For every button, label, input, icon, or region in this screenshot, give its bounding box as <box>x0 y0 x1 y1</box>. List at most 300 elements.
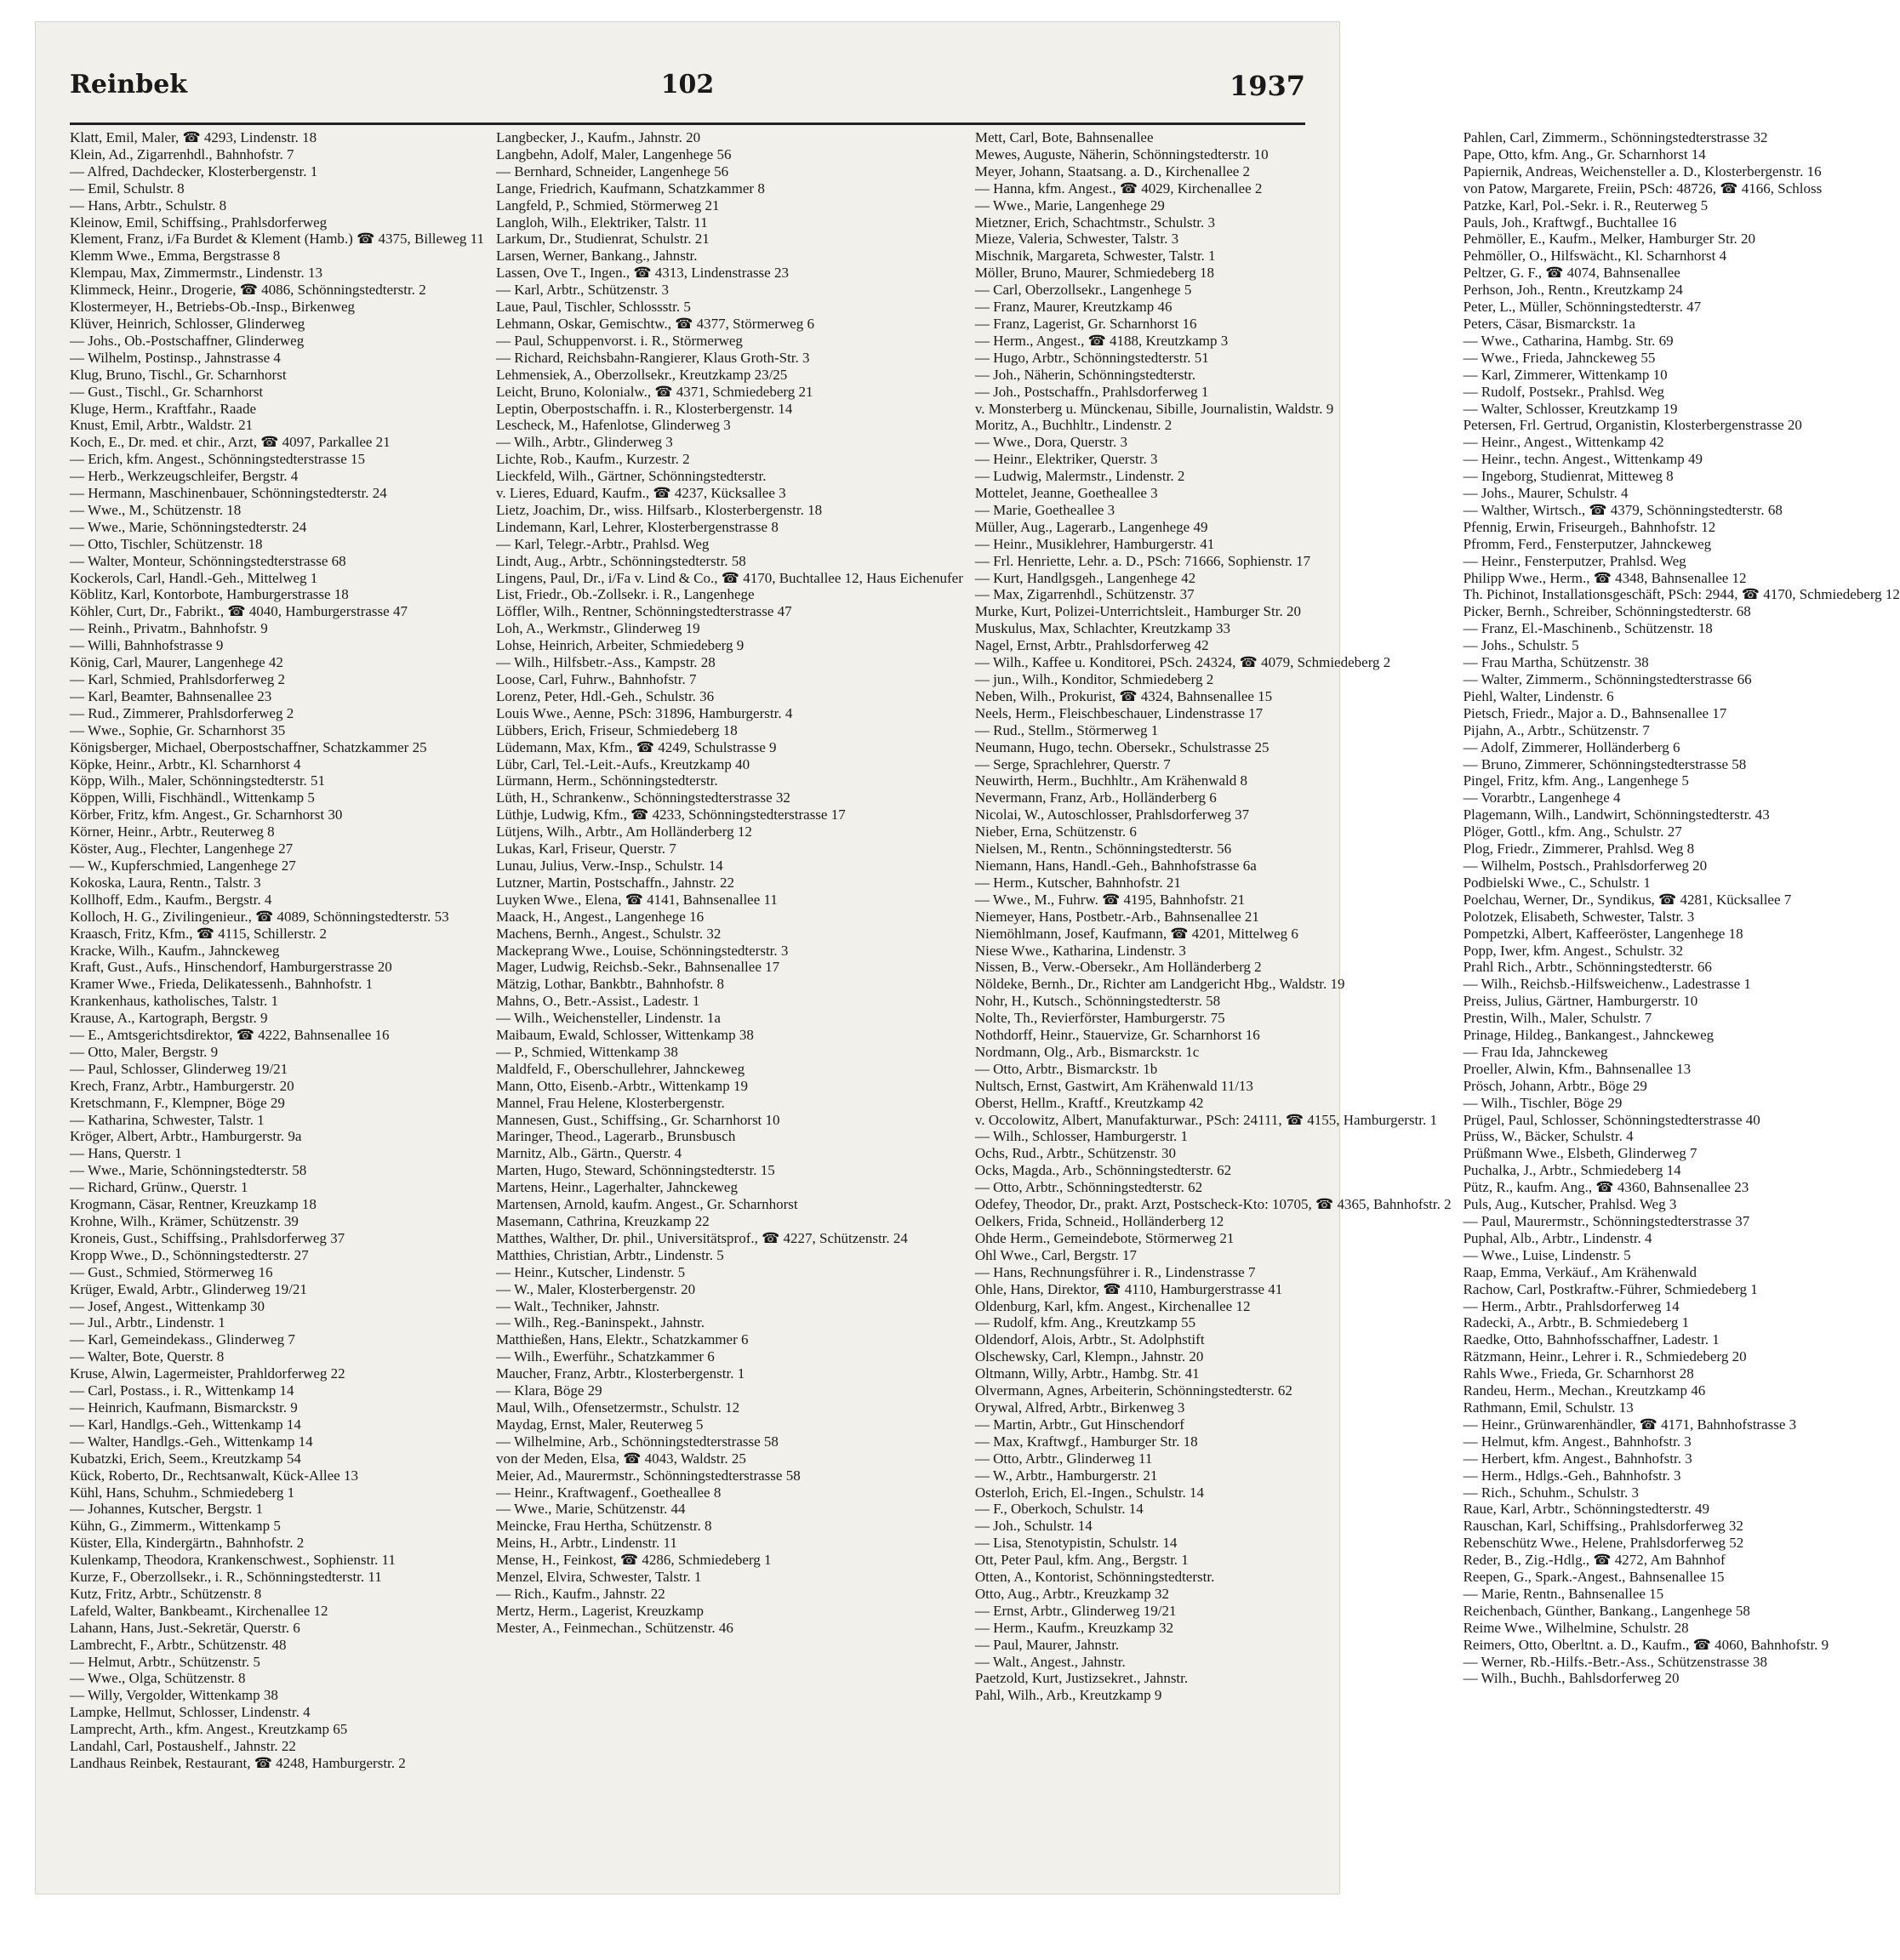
directory-entry: Osterloh, Erich, El.-Ingen., Schulstr. 14 <box>974 1484 1205 1501</box>
directory-entry: — Katharina, Schwester, Talstr. 1 <box>70 1111 265 1128</box>
directory-entry: Th. Pichinot, Installationsgeschäft, PSch: 2944, ☎ 4170, Schmiedeberg 12 <box>1463 586 1900 603</box>
directory-entry: Maack, H., Angest., Langenhege 16 <box>496 908 705 925</box>
directory-entry: Reder, B., Zig.-Hdlg., ☎ 4272, Am Bahnhof <box>1463 1552 1726 1569</box>
directory-entry: Lüdemann, Max, Kfm., ☎ 4249, Schulstrasse 9 <box>496 738 777 755</box>
directory-entry: — E., Amtsgerichtsdirektor, ☎ 4222, Bahnsenallee 16 <box>70 1027 390 1044</box>
directory-entry: Menzel, Elvira, Schwester, Talstr. 1 <box>496 1569 702 1586</box>
directory-entry: Reepen, G., Spark.-Angest., Bahnsenallee 15 <box>1463 1569 1725 1586</box>
directory-entry: Krogmann, Cäsar, Rentner, Kreuzkamp 18 <box>70 1196 317 1213</box>
directory-entry: — Josef, Angest., Wittenkamp 30 <box>70 1297 265 1314</box>
directory-entry: von der Meden, Elsa, ☎ 4043, Waldstr. 25 <box>496 1450 746 1467</box>
directory-entry: List, Friedr., Ob.-Zollsekr. i. R., Langenhege <box>496 586 755 603</box>
directory-entry: — Franz, Maurer, Kreutzkamp 46 <box>974 299 1173 316</box>
directory-entry: Niemann, Hans, Handl.-Geh., Bahnhofstrasse 6a <box>974 857 1257 874</box>
directory-entry: — Bruno, Zimmerer, Schönningstedterstrasse 58 <box>1463 755 1747 772</box>
directory-entry: Lorenz, Peter, Hdl.-Geh., Schulstr. 36 <box>496 687 715 704</box>
directory-entry: Kruse, Alwin, Lagermeister, Prahldorferweg 22 <box>70 1365 345 1382</box>
directory-entry: Lingens, Paul, Dr., i/Fa v. Lind & Co., ☎ 4170, Buchtallee 12, Haus Eichenufer <box>496 569 963 586</box>
directory-entry: Raap, Emma, Verkäuf., Am Krähenwald <box>1463 1263 1697 1280</box>
directory-entry: Lutzner, Martin, Postschaffn., Jahnstr. 22 <box>496 874 734 891</box>
directory-entry: Mannel, Frau Helene, Klosterbergenstr. <box>496 1094 725 1111</box>
directory-entry: Machens, Bernh., Angest., Schulstr. 32 <box>496 925 722 942</box>
directory-entry: — Franz, Lagerist, Gr. Scharnhorst 16 <box>974 315 1197 332</box>
directory-entry: Loose, Carl, Fuhrw., Bahnhofstr. 7 <box>496 671 697 687</box>
directory-entry: Pijahn, A., Arbtr., Schützenstr. 7 <box>1463 721 1650 738</box>
directory-entry: — Herm., Angest., ☎ 4188, Kreutzkamp 3 <box>974 332 1229 349</box>
directory-entry: Lambrecht, F., Arbtr., Schützenstr. 48 <box>70 1636 287 1653</box>
directory-entry: — Herm., Hdlgs.-Geh., Bahnhofstr. 3 <box>1463 1467 1681 1484</box>
directory-entry: Lieckfeld, Wilh., Gärtner, Schönningstedterstr. <box>496 468 767 485</box>
directory-entry: — Wwe., Olga, Schützenstr. 8 <box>70 1670 246 1687</box>
directory-entry: Oldenburg, Karl, kfm. Angest., Kirchenallee 12 <box>974 1297 1251 1314</box>
directory-entry: Krüger, Ewald, Arbtr., Glinderweg 19/21 <box>70 1280 307 1297</box>
directory-entry: Mense, H., Feinkost, ☎ 4286, Schmiedeberg 1 <box>496 1552 772 1569</box>
directory-entry: — Heinr., Musiklehrer, Hamburgerstr. 41 <box>974 535 1215 552</box>
directory-entry: — Herbert, kfm. Angest., Bahnhofstr. 3 <box>1463 1450 1692 1467</box>
directory-entry: — Wilh., Kaffee u. Konditorei, PSch. 24324, ☎ 4079, Schmiedeberg 2 <box>974 654 1391 671</box>
directory-entry: — Heinr., Kutscher, Lindenstr. 5 <box>496 1263 686 1280</box>
directory-entry: Mett, Carl, Bote, Bahnsenallee <box>974 129 1154 145</box>
directory-entry: — Wwe., M., Schützenstr. 18 <box>70 501 242 518</box>
directory-entry: Preiss, Julius, Gärtner, Hamburgerstr. 10 <box>1463 993 1698 1010</box>
directory-entry: Proeller, Alwin, Kfm., Bahnsenallee 13 <box>1463 1060 1692 1077</box>
directory-entry: Krause, A., Kartograph, Bergstr. 9 <box>70 1010 268 1027</box>
directory-entry: Müller, Aug., Lagerarb., Langenhege 49 <box>974 518 1208 535</box>
directory-entry: — Wwe., Frieda, Jahnckeweg 55 <box>1463 349 1656 366</box>
directory-entry: Mester, A., Feinmechan., Schützenstr. 46 <box>496 1619 733 1636</box>
directory-entry: Klug, Bruno, Tischl., Gr. Scharnhorst <box>70 366 287 383</box>
directory-entry: Leptin, Oberpostschaffn. i. R., Klosterbergenstr. 14 <box>496 400 793 417</box>
directory-entry: — Joh., Näherin, Schönningstedterstr. <box>974 366 1196 383</box>
page-header <box>70 61 1305 112</box>
directory-entry: Köppen, Willi, Fischhändl., Wittenkamp 5 <box>70 789 315 806</box>
directory-entry: Rauschan, Karl, Schiffsing., Prahlsdorferweg 32 <box>1463 1518 1743 1535</box>
directory-entry: Kracke, Wilh., Kaufm., Jahnckeweg <box>70 942 280 959</box>
directory-entry: — Wwe., Luise, Lindenstr. 5 <box>1463 1246 1631 1263</box>
directory-entry: Pietsch, Friedr., Major a. D., Bahnsenallee 17 <box>1463 704 1727 721</box>
directory-entry: Moritz, A., Buchhltr., Lindenstr. 2 <box>974 417 1173 434</box>
directory-entry: — Serge, Sprachlehrer, Querstr. 7 <box>974 755 1171 772</box>
directory-entry: Klimmeck, Heinr., Drogerie, ☎ 4086, Schönningstedterstr. 2 <box>70 282 426 299</box>
directory-entry: Prösch, Johann, Arbtr., Böge 29 <box>1463 1077 1647 1094</box>
directory-entry: Marnitz, Alb., Gärtn., Querstr. 4 <box>496 1145 682 1162</box>
directory-entry: Klempau, Max, Zimmermstr., Lindenstr. 13 <box>70 265 322 282</box>
directory-entry: Lamprecht, Arth., kfm. Angest., Kreutzkamp 65 <box>70 1721 348 1738</box>
directory-entry: Lahann, Hans, Just.-Sekretär, Querstr. 6 <box>70 1619 300 1636</box>
directory-entry: Ohl Wwe., Carl, Bergstr. 17 <box>974 1246 1138 1263</box>
directory-entry: Randeu, Herm., Mechan., Kreutzkamp 46 <box>1463 1382 1706 1399</box>
directory-entry: — Willy, Vergolder, Wittenkamp 38 <box>70 1687 278 1704</box>
directory-entry: Landhaus Reinbek, Restaurant, ☎ 4248, Hamburgerstr. 2 <box>70 1755 406 1771</box>
directory-entry: — Ingeborg, Studienrat, Mitteweg 8 <box>1463 468 1674 485</box>
directory-entry: Pahl, Wilh., Arb., Kreutzkamp 9 <box>974 1687 1162 1704</box>
directory-entry: Mewes, Auguste, Näherin, Schönningstedterstr. 10 <box>974 145 1269 162</box>
directory-entry: — Rudolf, Postsekr., Prahlsd. Weg <box>1463 383 1664 400</box>
directory-entry: Mätzig, Lothar, Bankbtr., Bahnhofstr. 8 <box>496 976 724 993</box>
page-number: 102 <box>660 70 715 100</box>
directory-entry: Lüthje, Ludwig, Kfm., ☎ 4233, Schönningstedterstrasse 17 <box>496 806 846 823</box>
directory-entry: Puphal, Alb., Arbtr., Lindenstr. 4 <box>1463 1229 1652 1246</box>
directory-entry: Kramer Wwe., Frieda, Delikatessenh., Bahnhofstr. 1 <box>70 976 374 993</box>
directory-entry: Kolloch, H. G., Zivilingenieur., ☎ 4089, Schönningstedterstr. 53 <box>70 908 449 925</box>
directory-entry: Meincke, Frau Hertha, Schützenstr. 8 <box>496 1518 712 1535</box>
directory-entry: Mottelet, Jeanne, Goetheallee 3 <box>974 485 1158 502</box>
directory-entry: — Reinh., Privatm., Bahnhofstr. 9 <box>70 620 268 637</box>
directory-entry: Pfromm, Ferd., Fensterputzer, Jahnckeweg <box>1463 535 1712 552</box>
directory-entry: Philipp Wwe., Herm., ☎ 4348, Bahnsenallee 12 <box>1463 569 1747 586</box>
directory-entry: — Joh., Postschaffn., Prahlsdorferweg 1 <box>974 383 1209 400</box>
directory-entry: Lindemann, Karl, Lehrer, Klosterbergenstrasse 8 <box>496 518 779 535</box>
directory-entry: Kühl, Hans, Schuhm., Schmiedeberg 1 <box>70 1484 295 1501</box>
directory-entry: Maibaum, Ewald, Schlosser, Wittenkamp 38 <box>496 1027 754 1044</box>
directory-entry: Neels, Herm., Fleischbeschauer, Lindenstrasse 17 <box>974 704 1264 721</box>
directory-entry: — Wilh., Buchh., Bahlsdorferweg 20 <box>1463 1670 1680 1687</box>
directory-entry: Landahl, Carl, Postaushelf., Jahnstr. 22 <box>70 1738 296 1755</box>
directory-entry: Peltzer, G. F., ☎ 4074, Bahnsenallee <box>1463 265 1680 282</box>
directory-entry: — Heinr., techn. Angest., Wittenkamp 49 <box>1463 451 1703 468</box>
directory-entry: — Heinr., Fensterputzer, Prahlsd. Weg <box>1463 552 1686 569</box>
directory-entry: — Marie, Goetheallee 3 <box>974 501 1115 518</box>
directory-entry: Masemann, Cathrina, Kreuzkamp 22 <box>496 1213 710 1229</box>
directory-entry: — W., Arbtr., Hamburgerstr. 21 <box>974 1467 1158 1484</box>
directory-entry: Nevermann, Franz, Arb., Holländerberg 6 <box>974 789 1217 806</box>
directory-entry: Polotzek, Elisabeth, Schwester, Talstr. 3 <box>1463 908 1695 925</box>
directory-entry: — Wwe., Sophie, Gr. Scharnhorst 35 <box>70 721 286 738</box>
directory-column-2 <box>496 129 963 1873</box>
directory-entry: Otten, A., Kontorist, Schönningstedterstr. <box>974 1569 1215 1586</box>
directory-entry: — Wilh., Schlosser, Hamburgerstr. 1 <box>974 1128 1189 1145</box>
directory-entry: Raedke, Otto, Bahnhofsschaffner, Ladestr. 1 <box>1463 1331 1720 1348</box>
directory-entry: — Frau Ida, Jahnckeweg <box>1463 1043 1608 1060</box>
directory-entry: Mieze, Valeria, Schwester, Talstr. 3 <box>974 231 1179 248</box>
directory-column-1 <box>70 129 484 1873</box>
directory-entry: Krohne, Wilh., Krämer, Schützenstr. 39 <box>70 1213 299 1229</box>
directory-entry: — Helmut, Arbtr., Schützenstr. 5 <box>70 1653 260 1670</box>
directory-entry: — Wwe., Marie, Langenhege 29 <box>974 197 1165 214</box>
directory-entry: Puchalka, J., Arbtr., Schmiedeberg 14 <box>1463 1162 1681 1179</box>
directory-entry: Lange, Friedrich, Kaufmann, Schatzkammer 8 <box>496 179 765 197</box>
directory-entry: Niemeyer, Hans, Postbetr.-Arb., Bahnsenallee 21 <box>974 908 1259 925</box>
directory-entry: Krech, Franz, Arbtr., Hamburgerstr. 20 <box>70 1077 294 1094</box>
directory-entry: — Johs., Schulstr. 5 <box>1463 637 1579 654</box>
directory-entry: — Wilh., Ewerführ., Schatzkammer 6 <box>496 1348 715 1365</box>
directory-entry: — Wwe., Marie, Schützenstr. 44 <box>496 1501 686 1518</box>
directory-entry: Neumann, Hugo, techn. Obersekr., Schulstrasse 25 <box>974 738 1270 755</box>
directory-entry: Nordmann, Olg., Arb., Bismarckstr. 1c <box>974 1043 1200 1060</box>
directory-entry: — Walt., Angest., Jahnstr. <box>974 1653 1126 1670</box>
directory-entry: — Max, Kraftwgf., Hamburger Str. 18 <box>974 1433 1198 1450</box>
directory-entry: Poelchau, Werner, Dr., Syndikus, ☎ 4281, Kücksallee 7 <box>1463 891 1792 908</box>
directory-entry: Prüßmann Wwe., Elsbeth, Glinderweg 7 <box>1463 1145 1697 1162</box>
directory-entry: Prestin, Wilh., Maler, Schulstr. 7 <box>1463 1010 1652 1027</box>
directory-entry: — Wwe., Catharina, Hambg. Str. 69 <box>1463 332 1674 349</box>
directory-entry: Köster, Aug., Flechter, Langenhege 27 <box>70 840 294 858</box>
directory-entry: Meins, H., Arbtr., Lindenstr. 11 <box>496 1535 677 1552</box>
directory-entry: — Hans, Arbtr., Schulstr. 8 <box>70 197 227 214</box>
directory-entry: — Wwe., Marie, Schönningstedterstr. 58 <box>70 1162 307 1179</box>
directory-entry: — Marie, Rentn., Bahnsenallee 15 <box>1463 1585 1664 1602</box>
directory-entry: — Rud., Zimmerer, Prahlsdorferweg 2 <box>70 704 294 721</box>
directory-entry: — Wilh., Reg.-Baninspekt., Jahnstr. <box>496 1314 705 1331</box>
directory-entry: Louis Wwe., Aenne, PSch: 31896, Hamburgerstr. 4 <box>496 704 793 721</box>
directory-entry: Klement, Franz, i/Fa Burdet & Klement (Hamb.) ☎ 4375, Billeweg 11 <box>70 231 485 248</box>
directory-entry: Lehmann, Oskar, Gemischtw., ☎ 4377, Störmerweg 6 <box>496 315 814 332</box>
directory-entry: — Karl, Zimmerer, Wittenkamp 10 <box>1463 366 1668 383</box>
directory-entry: Mischnik, Margareta, Schwester, Talstr. 1 <box>974 248 1216 265</box>
directory-column-3 <box>975 129 1452 1873</box>
directory-entry: Langbehn, Adolf, Maler, Langenhege 56 <box>496 145 732 162</box>
directory-entry: Kraasch, Fritz, Kfm., ☎ 4115, Schillerstr. 2 <box>70 925 327 942</box>
directory-entry: Reichenbach, Günther, Bankang., Langenhege 58 <box>1463 1602 1750 1619</box>
directory-entry: Lampke, Hellmut, Schlosser, Lindenstr. 4 <box>70 1704 311 1721</box>
directory-entry: Olschewsky, Carl, Klempn., Jahnstr. 20 <box>974 1348 1204 1365</box>
directory-entry: Kurze, F., Oberzollsekr., i. R., Schönningstedterstr. 11 <box>70 1569 382 1586</box>
directory-entry: Pehmöller, E., Kaufm., Melker, Hamburger Str. 20 <box>1463 231 1756 248</box>
directory-entry: — F., Oberkoch, Schulstr. 14 <box>974 1501 1144 1518</box>
directory-entry: Lafeld, Walter, Bankbeamt., Kirchenallee 12 <box>70 1602 328 1619</box>
directory-entry: Ochs, Rud., Arbtr., Schützenstr. 30 <box>974 1145 1176 1162</box>
directory-entry: — Frau Martha, Schützenstr. 38 <box>1463 654 1649 671</box>
directory-entry: Langloh, Wilh., Elektriker, Talstr. 11 <box>496 214 708 231</box>
directory-entry: Nothdorff, Heinr., Stauervize, Gr. Scharnhorst 16 <box>974 1027 1260 1044</box>
directory-entry: Klein, Ad., Zigarrenhdl., Bahnhofstr. 7 <box>70 145 294 162</box>
directory-entry: Prüss, W., Bäcker, Schulstr. 4 <box>1463 1128 1634 1145</box>
directory-entry: — Alfred, Dachdecker, Klosterbergenstr. 1 <box>70 162 318 179</box>
directory-entry: — Otto, Arbtr., Bismarckstr. 1b <box>974 1060 1158 1077</box>
directory-entry: — Adolf, Zimmerer, Holländerberg 6 <box>1463 738 1680 755</box>
header-city: Reinbek <box>70 70 188 100</box>
directory-entry: Klüver, Heinrich, Schlosser, Glinderweg <box>70 315 305 332</box>
directory-entry: Kutz, Fritz, Arbtr., Schützenstr. 8 <box>70 1585 262 1602</box>
directory-entry: — Helmut, kfm. Angest., Bahnhofstr. 3 <box>1463 1433 1692 1450</box>
directory-entry: Klatt, Emil, Maler, ☎ 4293, Lindenstr. 18 <box>70 129 317 145</box>
directory-entry: Kockerols, Carl, Handl.-Geh., Mittelweg 1 <box>70 569 318 586</box>
directory-entry: — Paul, Maurermstr., Schönningstedterstrasse 37 <box>1463 1213 1750 1229</box>
directory-entry: Ott, Peter Paul, kfm. Ang., Bergstr. 1 <box>974 1552 1189 1569</box>
directory-entry: — Wilhelm, Postinsp., Jahnstrasse 4 <box>70 349 281 366</box>
directory-entry: — Walt., Techniker, Jahnstr. <box>496 1297 660 1314</box>
directory-entry: Papiernik, Andreas, Weichensteller a. D., Klosterbergenstr. 16 <box>1463 162 1822 179</box>
directory-entry: Plagemann, Wilh., Landwirt, Schönningstedterstr. 43 <box>1463 806 1770 823</box>
directory-entry: Klostermeyer, H., Betriebs-Ob.-Insp., Birkenweg <box>70 299 355 316</box>
directory-entry: Körner, Heinr., Arbtr., Reuterweg 8 <box>70 823 275 840</box>
directory-entry: — Rich., Schuhm., Schulstr. 3 <box>1463 1484 1639 1501</box>
directory-entry: — Hans, Querstr. 1 <box>70 1145 182 1162</box>
directory-entry: — Willi, Bahnhofstrasse 9 <box>70 637 224 654</box>
directory-entry: Ocks, Magda., Arb., Schönningstedterstr. 62 <box>974 1162 1232 1179</box>
directory-entry: Larsen, Werner, Bankang., Jahnstr. <box>496 248 698 265</box>
directory-entry: Podbielski Wwe., C., Schulstr. 1 <box>1463 874 1651 891</box>
directory-entry: Mann, Otto, Eisenb.-Arbtr., Wittenkamp 19 <box>496 1077 749 1094</box>
directory-entry: — Karl, Schmied, Prahlsdorferweg 2 <box>70 671 286 687</box>
directory-entry: Luyken Wwe., Elena, ☎ 4141, Bahnsenallee 11 <box>496 891 778 908</box>
directory-entry: — Carl, Postass., i. R., Wittenkamp 14 <box>70 1382 294 1399</box>
directory-entry: Kraft, Gust., Aufs., Hinschendorf, Hamburgerstrasse 20 <box>70 959 392 976</box>
directory-columns <box>70 129 1900 1873</box>
directory-entry: Nagel, Ernst, Arbtr., Prahlsdorferweg 42 <box>974 637 1209 654</box>
directory-entry: Murke, Kurt, Polizei-Unterrichtsleit., Hamburger Str. 20 <box>974 603 1301 620</box>
directory-entry: v. Lieres, Eduard, Kaufm., ☎ 4237, Kücksallee 3 <box>496 485 786 502</box>
directory-entry: — Johannes, Kutscher, Bergstr. 1 <box>70 1501 264 1518</box>
directory-entry: Niemöhlmann, Josef, Kaufmann, ☎ 4201, Mittelweg 6 <box>974 925 1298 942</box>
directory-entry: Loh, A., Werkmstr., Glinderweg 19 <box>496 620 700 637</box>
directory-entry: — Karl, Arbtr., Schützenstr. 3 <box>496 282 670 299</box>
directory-entry: — Wilhelmine, Arb., Schönningstedterstrasse 58 <box>496 1433 779 1450</box>
directory-entry: Rebenschütz Wwe., Helene, Prahlsdorferweg 52 <box>1463 1535 1744 1552</box>
directory-entry: — Lisa, Stenotypistin, Schulstr. 14 <box>974 1535 1178 1552</box>
directory-entry: Kollhoff, Edm., Kaufm., Bergstr. 4 <box>70 891 272 908</box>
directory-entry: Königsberger, Michael, Oberpostschaffner, Schatzkammer 25 <box>70 738 427 755</box>
directory-entry: — Wilhelm, Postsch., Prahlsdorferweg 20 <box>1463 857 1708 874</box>
directory-entry: Lunau, Julius, Verw.-Insp., Schulstr. 14 <box>496 857 723 874</box>
directory-entry: — Bernhard, Schneider, Langenhege 56 <box>496 162 729 179</box>
directory-entry: — Heinrich, Kaufmann, Bismarckstr. 9 <box>70 1399 298 1416</box>
directory-entry: Lübbers, Erich, Friseur, Schmiedeberg 18 <box>496 721 738 738</box>
directory-entry: — Walter, Bote, Querstr. 8 <box>70 1348 225 1365</box>
directory-entry: Plöger, Gottl., kfm. Ang., Schulstr. 27 <box>1463 823 1682 840</box>
directory-entry: — Rich., Kaufm., Jahnstr. 22 <box>496 1585 665 1602</box>
directory-entry: Peter, L., Müller, Schönningstedterstr. 47 <box>1463 299 1702 316</box>
directory-entry: Oberst, Hellm., Kraftf., Kreutzkamp 42 <box>974 1094 1204 1111</box>
directory-entry: Kulenkamp, Theodora, Krankenschwest., Sophienstr. 11 <box>70 1552 396 1569</box>
directory-entry: Niese Wwe., Katharina, Lindenstr. 3 <box>974 942 1186 959</box>
directory-entry: — Wwe., M., Fuhrw. ☎ 4195, Bahnhofstr. 21 <box>974 891 1246 908</box>
directory-entry: — Otto, Tischler, Schützenstr. 18 <box>70 535 263 552</box>
directory-entry: Köpke, Heinr., Arbtr., Kl. Scharnhorst 4 <box>70 755 301 772</box>
directory-entry: Körber, Fritz, kfm. Angest., Gr. Scharnhorst 30 <box>70 806 343 823</box>
directory-entry: Raue, Karl, Arbtr., Schönningstedterstr. 49 <box>1463 1501 1710 1518</box>
directory-entry: — Herm., Arbtr., Prahlsdorferweg 14 <box>1463 1297 1680 1314</box>
directory-entry: — W., Maler, Klosterbergenstr. 20 <box>496 1280 696 1297</box>
directory-entry: — Gust., Tischl., Gr. Scharnhorst <box>70 383 264 400</box>
directory-entry: — Heinr., Elektriker, Querstr. 3 <box>974 451 1158 468</box>
directory-entry: — Wwe., Dora, Querstr. 3 <box>974 434 1127 451</box>
directory-entry: von Patow, Margarete, Freiin, PSch: 48726, ☎ 4166, Schloss <box>1463 179 1823 197</box>
directory-entry: — Paul, Schlosser, Glinderweg 19/21 <box>70 1060 288 1077</box>
directory-entry: Koch, E., Dr. med. et chir., Arzt, ☎ 4097, Parkallee 21 <box>70 434 391 451</box>
directory-entry: Krankenhaus, katholisches, Talstr. 1 <box>70 993 278 1010</box>
directory-entry: — Walter, Monteur, Schönningstedterstrasse 68 <box>70 552 346 569</box>
directory-entry: — Emil, Schulstr. 8 <box>70 179 185 197</box>
directory-entry: Lübr, Carl, Tel.-Leit.-Aufs., Kreutzkamp 40 <box>496 755 750 772</box>
directory-entry: Maldfeld, F., Oberschullehrer, Jahnckeweg <box>496 1060 745 1077</box>
directory-entry: Prinage, Hildeg., Bankangest., Jahnckeweg <box>1463 1027 1715 1044</box>
directory-entry: Lohse, Heinrich, Arbeiter, Schmiedeberg 9 <box>496 637 745 654</box>
directory-entry: — Johs., Ob.-Postschaffner, Glinderweg <box>70 332 305 349</box>
directory-entry: Prügel, Paul, Schlosser, Schönningstedterstrasse 40 <box>1463 1111 1760 1128</box>
directory-entry: Oltmann, Willy, Arbtr., Hambg. Str. 41 <box>974 1365 1200 1382</box>
directory-entry: v. Monsterberg u. Münckenau, Sibille, Journalistin, Waldstr. 9 <box>974 400 1334 417</box>
header-rule <box>70 122 1305 125</box>
directory-entry: — Max, Zigarrenhdl., Schützenstr. 37 <box>974 586 1195 603</box>
directory-entry: — Herm., Kaufm., Kreuzkamp 32 <box>974 1619 1174 1636</box>
directory-entry: Peters, Cäsar, Bismarckstr. 1a <box>1463 315 1635 332</box>
directory-entry: — Karl, Handlgs.-Geh., Wittenkamp 14 <box>70 1416 301 1433</box>
directory-entry: — Wwe., Marie, Schönningstedterstr. 24 <box>70 518 307 535</box>
directory-entry: Maucher, Franz, Arbtr., Klosterbergenstr. 1 <box>496 1365 745 1382</box>
directory-entry: Lukas, Karl, Friseur, Querstr. 7 <box>496 840 676 858</box>
directory-entry: Maydag, Ernst, Maler, Reuterweg 5 <box>496 1416 704 1433</box>
directory-entry: — P., Schmied, Wittenkamp 38 <box>496 1043 678 1060</box>
directory-entry: Langbecker, J., Kaufm., Jahnstr. 20 <box>496 129 701 145</box>
directory-entry: — Frl. Henriette, Lehr. a. D., PSch: 71666, Sophienstr. 17 <box>974 552 1311 569</box>
directory-entry: Piehl, Walter, Lindenstr. 6 <box>1463 687 1614 704</box>
directory-entry: Nissen, B., Verw.-Obersekr., Am Holländerberg 2 <box>974 959 1262 976</box>
directory-entry: — Erich, kfm. Angest., Schönningstedterstrasse 15 <box>70 451 366 468</box>
directory-entry: Reime Wwe., Wilhelmine, Schulstr. 28 <box>1463 1619 1689 1636</box>
directory-entry: Ohde Herm., Gemeindebote, Störmerweg 21 <box>974 1229 1235 1246</box>
directory-entry: — Klara, Böge 29 <box>496 1382 602 1399</box>
directory-entry: — Heinr., Kraftwagenf., Goetheallee 8 <box>496 1484 722 1501</box>
directory-entry: Mahns, O., Betr.-Assist., Ladestr. 1 <box>496 993 700 1010</box>
directory-entry: Mannesen, Gust., Schiffsing., Gr. Scharnhorst 10 <box>496 1111 780 1128</box>
directory-entry: Meier, Ad., Maurermstr., Schönningstedterstrasse 58 <box>496 1467 801 1484</box>
directory-entry: Lassen, Ove T., Ingen., ☎ 4313, Lindenstrasse 23 <box>496 265 789 282</box>
directory-entry: Oelkers, Frida, Schneid., Holländerberg 12 <box>974 1213 1224 1229</box>
directory-entry: — Walther, Wirtsch., ☎ 4379, Schönningstedterstr. 68 <box>1463 501 1783 518</box>
directory-entry: Rathmann, Emil, Schulstr. 13 <box>1463 1399 1634 1416</box>
directory-entry: — Johs., Maurer, Schulstr. 4 <box>1463 485 1629 502</box>
directory-entry: Rachow, Carl, Postkraftw.-Führer, Schmiedeberg 1 <box>1463 1280 1758 1297</box>
directory-entry: — Herb., Werkzeugschleifer, Bergstr. 4 <box>70 468 299 485</box>
directory-entry: — Wilh., Arbtr., Glinderweg 3 <box>496 434 673 451</box>
directory-entry: — Carl, Oberzollsekr., Langenhege 5 <box>974 282 1192 299</box>
directory-entry: — Wilh., Weichensteller, Lindenstr. 1a <box>496 1010 721 1027</box>
directory-entry: — Richard, Grünw., Querstr. 1 <box>70 1179 248 1196</box>
directory-entry: Pingel, Fritz, kfm. Ang., Langenhege 5 <box>1463 772 1689 789</box>
directory-entry: Lescheck, M., Hafenlotse, Glinderweg 3 <box>496 417 731 434</box>
directory-entry: Köhler, Curt, Dr., Fabrikt., ☎ 4040, Hamburgerstrasse 47 <box>70 603 408 620</box>
directory-entry: — W., Kupferschmied, Langenhege 27 <box>70 857 296 874</box>
directory-entry: Lehmensiek, A., Oberzollsekr., Kreutzkamp 23/25 <box>496 366 788 383</box>
directory-entry: Neuwirth, Herm., Buchhltr., Am Krähenwald 8 <box>974 772 1247 789</box>
directory-entry: — Walter, Handlgs.-Geh., Wittenkamp 14 <box>70 1433 313 1450</box>
directory-entry: — Otto, Arbtr., Glinderweg 11 <box>974 1450 1153 1467</box>
directory-entry: Pompetzki, Albert, Kaffeeröster, Langenhege 18 <box>1463 925 1743 942</box>
directory-entry: Nieber, Erna, Schützenstr. 6 <box>974 823 1137 840</box>
directory-entry: — Ernst, Arbtr., Glinderweg 19/21 <box>974 1602 1177 1619</box>
directory-entry: Kokoska, Laura, Rentn., Talstr. 3 <box>70 874 261 891</box>
directory-entry: Odefey, Theodor, Dr., prakt. Arzt, Postscheck-Kto: 10705, ☎ 4365, Bahnhofstr. 2 <box>974 1196 1452 1213</box>
directory-entry: — Hans, Rechnungsführer i. R., Lindenstrasse 7 <box>974 1263 1256 1280</box>
directory-entry: Kück, Roberto, Dr., Rechtsanwalt, Kück-Allee 13 <box>70 1467 358 1484</box>
directory-entry: — Walter, Schlosser, Kreutzkamp 19 <box>1463 400 1678 417</box>
directory-entry: Reimers, Otto, Oberltnt. a. D., Kaufm., ☎ 4060, Bahnhofstr. 9 <box>1463 1636 1829 1653</box>
directory-entry: Otto, Aug., Arbtr., Kreuzkamp 32 <box>974 1585 1169 1602</box>
directory-entry: Mietzner, Erich, Schachtmstr., Schulstr. 3 <box>974 214 1216 231</box>
directory-entry: Langfeld, P., Schmied, Störmerweg 21 <box>496 197 720 214</box>
directory-entry: Neben, Wilh., Prokurist, ☎ 4324, Bahnsenallee 15 <box>974 687 1273 704</box>
directory-entry: — Jul., Arbtr., Lindenstr. 1 <box>70 1314 225 1331</box>
directory-entry: Lütjens, Wilh., Arbtr., Am Holländerberg 12 <box>496 823 752 840</box>
header-year: 1937 <box>1229 70 1305 102</box>
directory-entry: Pauls, Joh., Kraftwgf., Buchtallee 16 <box>1463 214 1677 231</box>
directory-entry: Muskulus, Max, Schlachter, Kreutzkamp 33 <box>974 620 1230 637</box>
directory-entry: — Franz, El.-Maschinenb., Schützenstr. 18 <box>1463 620 1713 637</box>
directory-entry: Leicht, Bruno, Kolonialw., ☎ 4371, Schmiedeberg 21 <box>496 383 813 400</box>
directory-entry: — Herm., Kutscher, Bahnhofstr. 21 <box>974 874 1181 891</box>
directory-entry: — Werner, Rb.-Hilfs.-Betr.-Ass., Schützenstrasse 38 <box>1463 1653 1768 1670</box>
directory-entry: — Hanna, kfm. Angest., ☎ 4029, Kirchenallee 2 <box>974 179 1263 197</box>
directory-entry: — Rud., Stellm., Störmerweg 1 <box>974 721 1159 738</box>
directory-entry: Radecki, A., Arbtr., B. Schmiedeberg 1 <box>1463 1314 1690 1331</box>
directory-entry: Martens, Heinr., Lagerhalter, Jahnckeweg <box>496 1179 738 1196</box>
directory-entry: Laue, Paul, Tischler, Schlossstr. 5 <box>496 299 691 316</box>
directory-entry: Matthießen, Hans, Elektr., Schatzkammer 6 <box>496 1331 749 1348</box>
directory-entry: Nielsen, M., Rentn., Schönningstedterstr. 56 <box>974 840 1232 858</box>
directory-entry: Nultsch, Ernst, Gastwirt, Am Krähenwald 11/13 <box>974 1077 1253 1094</box>
directory-entry: Pfennig, Erwin, Friseurgeh., Bahnhofstr. 12 <box>1463 518 1716 535</box>
